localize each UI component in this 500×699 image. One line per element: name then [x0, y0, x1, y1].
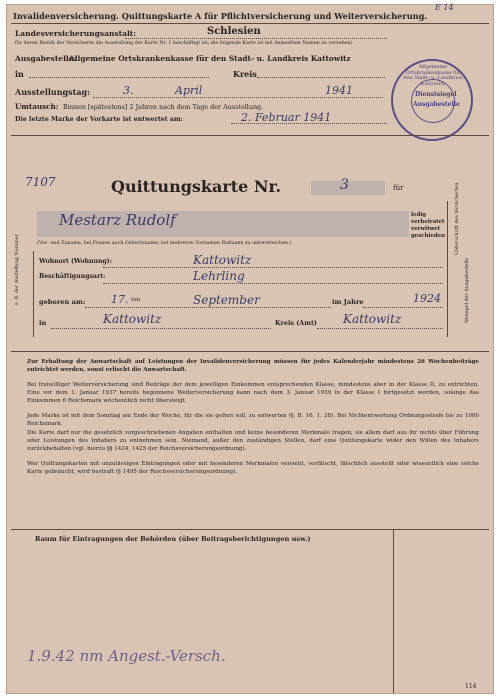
- geburtsort-value: Kattowitz: [103, 312, 162, 326]
- behoerden-divider: [393, 529, 394, 693]
- landesversicherungsanstalt-value: Schlesien: [207, 26, 261, 37]
- beschaeftigung-line: [103, 283, 443, 284]
- quittungskarte-document: [6, 4, 494, 694]
- side-left-note: s. B. der Anstellung Nummer: [15, 234, 20, 305]
- behoerden-handwritten: 1.9.42 nm Angest.-Versch.: [27, 647, 226, 665]
- ausstellungstag-day: 3.: [123, 84, 134, 97]
- jahre-label: im Jahre: [332, 298, 364, 306]
- quittungskarte-title: Quittungskarte Nr.: [111, 177, 282, 196]
- official-stamp: [391, 59, 473, 141]
- stamp-center-bottom: Ausgabestelle: [413, 101, 460, 108]
- ausgabestelle-kreis-line: [257, 77, 385, 78]
- kreis-amt-line: [317, 328, 443, 329]
- ausstellungstag-line: [93, 97, 383, 98]
- status-ledig: ledig: [411, 212, 427, 218]
- geburtsort-in-label: in: [39, 319, 47, 327]
- letzte-marke-label: Die letzte Marke der Vorkarte ist entwertet am:: [15, 116, 183, 123]
- fuer-label: für: [393, 184, 404, 192]
- wohnort-value: Kattowitz: [193, 253, 252, 267]
- geboren-year: 1924: [413, 292, 441, 305]
- reference-number: 7107: [25, 175, 56, 189]
- paragraph-anwartschaft: Zur Erhaltung der Anwartschaft auf Leistungen der Invalidenversicherung müssen für jedes Kalenderjahr mindestens 26 Wochenbeiträge entrichtet werden, sonst erlischt die Anwartschaft.: [27, 359, 479, 373]
- header-section-rule: [11, 135, 489, 136]
- behoerden-label: Raum für Eintragungen der Behörden (über Beitragsberichtigungen usw.): [35, 535, 311, 543]
- letzte-marke-line: [231, 123, 387, 124]
- landesversicherungsanstalt-note: für deren Bezirk der Versicherte die Ausstellung der Karte Nr. 1 beschäftigt ist; die folgende Karte ist mit demselben Namen zu versehen): [15, 41, 353, 46]
- ausstellungstag-label: Ausstellungstag:: [15, 87, 91, 97]
- jahr-line: [363, 307, 443, 308]
- beschaeftigung-value: Lehrling: [193, 269, 245, 283]
- paragraph-strafe: Wer Quittungskarten mit unzulässigen Eintragungen oder mit besonderen Merkmalen versieht, verfälscht, fälschlich ausstellt oder wissentlich eine solche Karte gebraucht, wird bestraft (§ 1495 der Reichsversicherungsordnung).: [27, 461, 479, 475]
- status-geschieden: geschieden: [411, 233, 446, 239]
- fold-line: [11, 351, 489, 352]
- title-rule: [11, 23, 489, 24]
- kreis-amt-label: Kreis (Amt): [275, 319, 317, 327]
- geboren-label: geboren am:: [39, 298, 86, 306]
- ausgabestelle-value: Allgemeine Ortskrankenkasse für den Stadt- u. Landkreis Kattowitz: [69, 54, 351, 63]
- stamp-center-top: Dienstsiegel: [415, 91, 457, 98]
- wohnort-line: [103, 267, 443, 268]
- wohnort-label: Wohnort (Wohnung):: [39, 258, 112, 265]
- umtausch-text: Binnen [spätestens] 2 Jahren nach dem Tage der Ausstellung.: [63, 103, 264, 111]
- ausgabestelle-in-label: in: [15, 69, 24, 79]
- name-caption: (Vor- und Zuname, bei Frauen auch Geburtsname; bei mehreren Vornamen Rufname zu unterstreichen.): [37, 241, 292, 246]
- person-name: Mestarz Rudolf: [59, 211, 176, 229]
- quittungskarte-number: 3: [340, 177, 349, 193]
- status-verheiratet: verheiratet: [411, 219, 445, 225]
- page-number: 114: [465, 683, 477, 690]
- ausstellungstag-month: April: [175, 84, 203, 97]
- geboren-month: September: [193, 293, 260, 307]
- kreis-amt-value: Kattowitz: [343, 312, 402, 326]
- geboren-ten: ten: [131, 297, 141, 303]
- landesversicherungsanstalt-label: Landesversicherungsanstalt:: [15, 29, 137, 38]
- ausgabestelle-kreis-label: Kreis: [233, 69, 257, 79]
- paragraph-angaben: Die Karte darf nur die gesetzlich vorgeschriebenen Angaben enthalten und keine besonderen Merkmale tragen; sie allem darf aus ihr nichts über Führung oder Leistungen des Inhabers zu entnehmen sein. Niemand, außer den zuständigen Stellen, darf eine Quittungskarte wider den Willen des Inhabers zurückbehalten (vgl. hierzu §§ 1424, 1425 der Reichsversicherungsordnung).: [27, 430, 479, 452]
- side-right-top: Unterschrift des Versicherten: [455, 182, 460, 255]
- geburtsort-line: [51, 328, 271, 329]
- document-title: Invalidenversicherung. Quittungskarte A für Pflichtversicherung und Weiterversicherung.: [13, 11, 428, 21]
- stamp-ring-text: Allgemeine Ortskrankenkasse für den Stadt- u. Landkreis Kattowitz: [403, 64, 463, 87]
- letzte-marke-value: 2. Februar 1941: [241, 111, 332, 124]
- landesversicherungsanstalt-line: [125, 38, 387, 39]
- ausgabestelle-in-line: [29, 77, 209, 78]
- corner-note: E 14: [435, 3, 454, 12]
- right-side-rule: [447, 201, 448, 337]
- behoerden-top-rule: [11, 529, 489, 530]
- umtausch-label: Umtausch:: [15, 102, 59, 111]
- status-verwitwet: verwitwet: [411, 226, 441, 232]
- side-right-bottom: Stempel der Ausgabestelle: [465, 257, 470, 323]
- ausstellungstag-year: 1941: [325, 84, 353, 97]
- geboren-day: 17.: [111, 293, 129, 306]
- ausgabestelle-label: Ausgabestelle:: [15, 54, 77, 63]
- left-side-rule: [33, 251, 34, 337]
- paragraph-entwertung: Jede Marke ist mit dem Sonntag am Ende der Woche, für die sie gelten soll, zu entwerten (§. B. 16. 1. 38). Bei Nichtentwertung Ordnungsstrafe bis zu 1000 Reichsmark.: [27, 413, 479, 427]
- paragraph-weiterversicherung: Bei freiwilliger Weiterversicherung sind Beiträge der dem jeweiligen Einkommen entsprechenden Klasse, mindestens aber in der Klasse II, zu entrichten. Eine vor dem 1. Januar 1937 bereits begonnene Weiterversicherung kann nach dem 3. Januar 1939 in der Klasse I fortgesetzt werden, solange das Einkommen 6 Reichsmark wöchentlich nicht übersteigt.: [27, 382, 479, 404]
- beschaeftigung-label: Beschäftigungsart:: [39, 273, 106, 280]
- geboren-line: [85, 307, 331, 308]
